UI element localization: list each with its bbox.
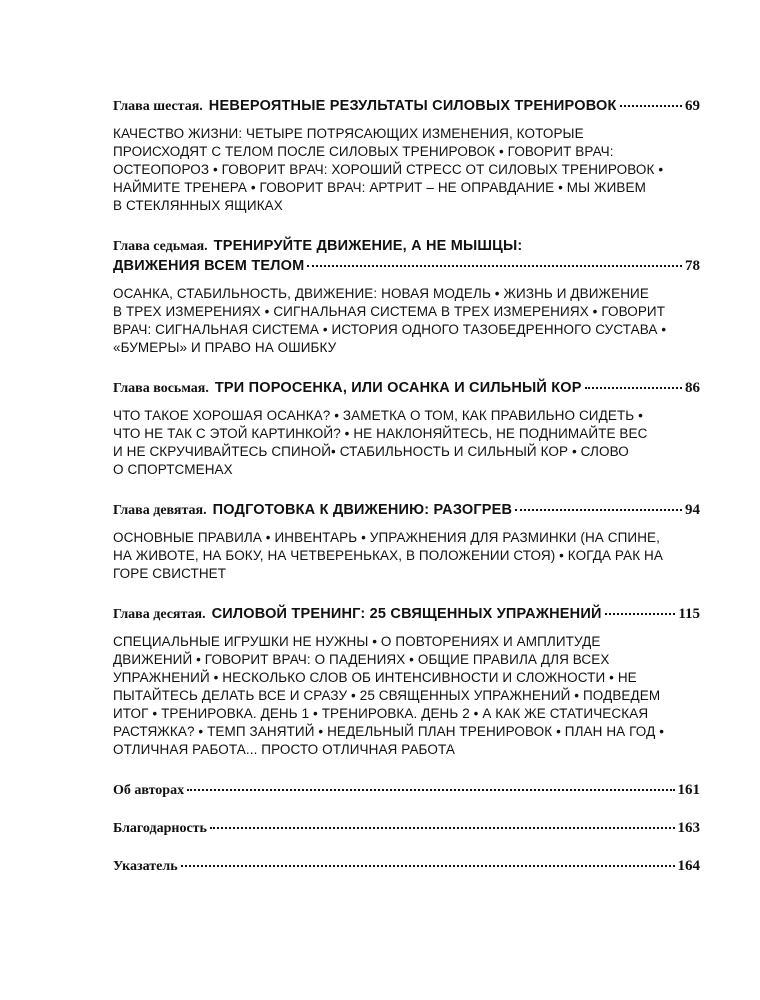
summary-line: ПЫТАЙТЕСЬ ДЕЛАТЬ ВСЕ И СРАЗУ • 25 СВЯЩЕННЫХ УПРАЖНЕНИЙ • ПОДВЕДЕМ — [113, 688, 661, 703]
summary-line: И НЕ СКРУЧИВАЙТЕСЬ СПИНОЙ• СТАБИЛЬНОСТЬ И СИЛЬНЫЙ КОР • СЛОВО — [113, 444, 629, 459]
chapter-prefix: Глава шестая. — [113, 99, 203, 114]
summary-line: ОТЛИЧНАЯ РАБОТА... ПРОСТО ОТЛИЧНАЯ РАБОТА — [113, 742, 455, 757]
chapter-title: ТРЕНИРУЙТЕ ДВИЖЕНИЕ, А НЕ МЫШЦЫ: — [213, 238, 523, 254]
summary-line: ОСНОВНЫЕ ПРАВИЛА • ИНВЕНТАРЬ • УПРАЖНЕНИЯ ДЛЯ РАЗМИНКИ (НА СПИНЕ, — [113, 530, 661, 545]
summary-line: НА ЖИВОТЕ, НА БОКУ, НА ЧЕТВЕРЕНЬКАХ, В ПОЛОЖЕНИИ СТОЯ) • КОГДА РАК НА — [113, 548, 664, 563]
summary-line: СПЕЦИАЛЬНЫЕ ИГРУШКИ НЕ НУЖНЫ • О ПОВТОРЕНИЯХ И АМПЛИТУДЕ — [113, 634, 601, 649]
chapter-heading-continued — [113, 257, 700, 276]
chapter-prefix: Глава седьмая. — [113, 239, 208, 254]
chapter-title: ТРИ ПОРОСЕНКА, ИЛИ ОСАНКА И СИЛЬНЫЙ КОР — [214, 380, 582, 396]
toc-entry-chapter-10 — [113, 605, 700, 759]
chapter-title: НЕВЕРОЯТНЫЕ РЕЗУЛЬТАТЫ СИЛОВЫХ ТРЕНИРОВОК — [208, 98, 617, 114]
summary-line: ПРОИСХОДЯТ С ТЕЛОМ ПОСЛЕ СИЛОВЫХ ТРЕНИРОВОК • ГОВОРИТ ВРАЧ: — [113, 144, 614, 159]
entry-label: Благодарность — [113, 821, 207, 836]
entry-label: Указатель — [113, 859, 178, 874]
summary-line: ВРАЧ: СИГНАЛЬНАЯ СИСТЕМА • ИСТОРИЯ ОДНОГО ТАЗОБЕДРЕННОГО СУСТАВА • — [113, 322, 667, 337]
page-number: 161 — [677, 782, 700, 798]
summary-line: ИТОГ • ТРЕНИРОВКА. ДЕНЬ 1 • ТРЕНИРОВКА. ДЕНЬ 2 • А КАК ЖЕ СТАТИЧЕСКАЯ — [113, 706, 649, 721]
table-of-contents — [113, 97, 700, 895]
page-number: 163 — [677, 820, 700, 836]
chapter-summary — [113, 285, 700, 357]
chapter-summary — [113, 407, 700, 479]
chapter-prefix: Глава десятая. — [113, 607, 206, 622]
toc-entry-chapter-6 — [113, 97, 700, 215]
summary-line: ЧТО НЕ ТАК С ЭТОЙ КАРТИНКОЙ? • НЕ НАКЛОНЯЙТЕСЬ, НЕ ПОДНИМАЙТЕ ВЕС — [113, 426, 648, 441]
page-number: 115 — [678, 606, 700, 622]
summary-line: ЧТО ТАКОЕ ХОРОШАЯ ОСАНКА? • ЗАМЕТКА О ТОМ, КАК ПРАВИЛЬНО СИДЕТЬ • — [113, 408, 643, 423]
chapter-summary — [113, 633, 700, 759]
toc-entry-chapter-7 — [113, 237, 700, 357]
summary-line: ОСТЕОПОРОЗ • ГОВОРИТ ВРАЧ: ХОРОШИЙ СТРЕСС ОТ СИЛОВЫХ ТРЕНИРОВОК • — [113, 162, 664, 177]
toc-entry-chapter-9 — [113, 501, 700, 583]
chapter-heading — [113, 379, 700, 398]
chapter-summary — [113, 125, 700, 215]
page-number: 164 — [677, 858, 700, 874]
dot-leader — [620, 105, 682, 107]
dot-leader — [181, 865, 675, 867]
dot-leader — [515, 509, 682, 511]
dot-leader — [585, 387, 682, 389]
chapter-title-continued: ДВИЖЕНИЯ ВСЕМ ТЕЛОМ — [113, 258, 305, 274]
dot-leader — [187, 789, 674, 791]
toc-entry-about-authors — [113, 781, 700, 800]
page-number: 94 — [685, 502, 700, 518]
dot-leader — [605, 613, 676, 615]
chapter-prefix: Глава восьмая. — [113, 381, 209, 396]
chapter-heading — [113, 97, 700, 116]
summary-line: В СТЕКЛЯННЫХ ЯЩИКАХ — [113, 198, 283, 213]
summary-line: О СПОРТСМЕНАХ — [113, 462, 233, 477]
page-number: 86 — [685, 380, 700, 396]
toc-entry-acknowledgements — [113, 819, 700, 838]
toc-entry-index — [113, 857, 700, 876]
summary-line: НАЙМИТЕ ТРЕНЕРА • ГОВОРИТ ВРАЧ: АРТРИТ – НЕ ОПРАВДАНИЕ • МЫ ЖИВЕМ — [113, 180, 646, 195]
chapter-title: ПОДГОТОВКА К ДВИЖЕНИЮ: РАЗОГРЕВ — [212, 502, 513, 518]
summary-line: РАСТЯЖКА? • ТЕМП ЗАНЯТИЙ • НЕДЕЛЬНЫЙ ПЛАН ТРЕНИРОВОК • ПЛАН НА ГОД • — [113, 724, 665, 739]
chapter-heading — [113, 237, 700, 256]
chapter-summary — [113, 529, 700, 583]
entry-label: Об авторах — [113, 783, 185, 798]
chapter-heading — [113, 605, 700, 624]
summary-line: КАЧЕСТВО ЖИЗНИ: ЧЕТЫРЕ ПОТРЯСАЮЩИХ ИЗМЕНЕНИЯ, КОТОРЫЕ — [113, 126, 584, 141]
chapter-title: СИЛОВОЙ ТРЕНИНГ: 25 СВЯЩЕННЫХ УПРАЖНЕНИЙ — [211, 606, 602, 622]
summary-line: ДВИЖЕНИЙ • ГОВОРИТ ВРАЧ: О ПАДЕНИЯХ • ОБЩИЕ ПРАВИЛА ДЛЯ ВСЕХ — [113, 652, 610, 667]
summary-line: В ТРЕХ ИЗМЕРЕНИЯХ • СИГНАЛЬНАЯ СИСТЕМА В ТРЕХ ИЗМЕРЕНИЯХ • ГОВОРИТ — [113, 304, 666, 319]
summary-line: ОСАНКА, СТАБИЛЬНОСТЬ, ДВИЖЕНИЕ: НОВАЯ МОДЕЛЬ • ЖИЗНЬ И ДВИЖЕНИЕ — [113, 286, 649, 301]
summary-line: ГОРЕ СВИСТНЕТ — [113, 566, 227, 581]
chapter-heading — [113, 501, 700, 520]
page-number: 78 — [685, 258, 700, 274]
dot-leader — [307, 265, 682, 267]
summary-line: УПРАЖНЕНИЙ • НЕСКОЛЬКО СЛОВ ОБ ИНТЕНСИВНОСТИ И СЛОЖНОСТИ • НЕ — [113, 670, 637, 685]
dot-leader — [210, 827, 675, 829]
toc-entry-chapter-8 — [113, 379, 700, 479]
page-number: 69 — [685, 98, 700, 114]
chapter-prefix: Глава девятая. — [113, 503, 207, 518]
summary-line: «БУМЕРЫ» И ПРАВО НА ОШИБКУ — [113, 340, 337, 355]
